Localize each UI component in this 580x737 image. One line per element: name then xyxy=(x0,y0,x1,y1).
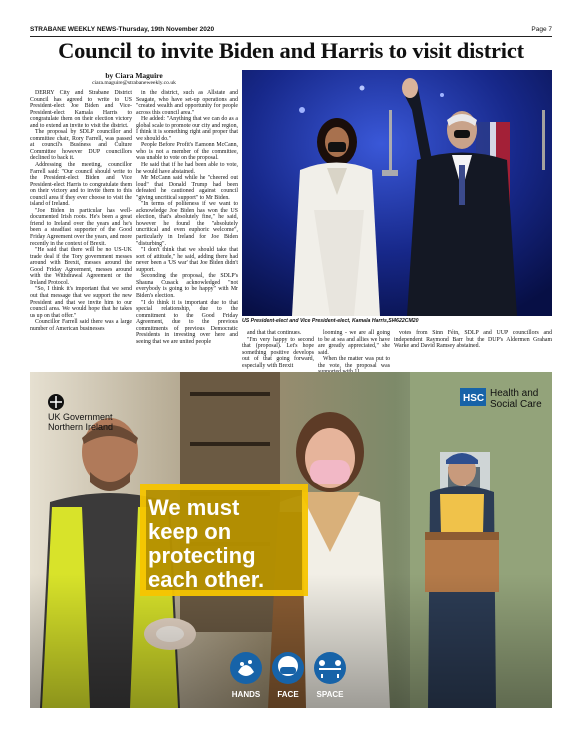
hands-face-space-advert[interactable] xyxy=(30,372,552,708)
svg-text:UK Government: UK Government xyxy=(48,412,113,422)
svg-text:HSC: HSC xyxy=(463,393,485,404)
byline: by Ciara Maguire xyxy=(105,71,163,80)
svg-text:each other.: each other. xyxy=(148,567,265,592)
article-column-4: looming - we are all going to be at sea and allies we have are greatly appreciated," she said. When the matter was put to the vote, the proposal was xyxy=(318,330,390,369)
hands-icon xyxy=(230,652,262,684)
svg-text:protecting: protecting xyxy=(148,543,256,568)
headline: Council to invite Biden and Harris to visit district xyxy=(58,38,524,63)
face-icon xyxy=(272,652,304,684)
author-email[interactable]: ciara.maguire@strabaneweekly.co.uk xyxy=(92,80,176,86)
biden-harris-photo xyxy=(242,70,552,316)
photo-illustration xyxy=(242,70,552,316)
svg-text:Health and: Health and xyxy=(490,388,539,399)
face-label: FACE xyxy=(277,690,299,699)
article-column-1: DERRY City and Strabane District Council has agreed to write to US President-elect Joe Biden and Vice-President-elect Kamala Harris to congratulate them on their election victory and to extend an invite to visit the district. The proposal by SDLP councillor and committee chair, Rory Farrell, was passed at council's Business and Culture Committee however DUP councillors declined to back it. Addressing the meeting, councillor Farrell said: "Our council should write to the President-elect Biden and Vice President-elect Harris to congratulate them on their victory and to invite them to this council area if they ever choose to visit the island of Ireland. "Joe Biden in particular has well-documented Irish roots. He's been a great friend to Ireland over the years and he's been a steadfast supporter of the Good Friday Agreement over the years, and more recently in the context of Brexit. "He said that there will be no US-UK trade deal if the Tory government messes around with Brexit, messes around the Good Friday Agreement, messes around with the Withdrawal Agreement or the Ireland Protocol. "So, I think it's important that we send out that message that we support the new President and that we invite him to our council area. We would hope that he takes us up on that offer." Councillor Farrell said there was a large number of American businesses xyxy=(30,90,132,332)
article-column-5: votes from Sinn Féin, SDLP and UUP councillors and independent Raymond Barr but the DUP's Aldermen Graham Warke and David Ramsey abstained. xyxy=(394,330,552,350)
hands-label: HANDS xyxy=(231,690,261,699)
article-column-2: in the district, such as Allstate and Seagate, who have set-up operations and "created wealth and opportunity for people across this council area." He added: "Anything that we can do as a global scale to promote our city and region, I think it is something right and proper that we should do." People Before Profit's Eamonn McCann, who is not a member of the committee, was unable to vote on the proposal. He said that if he had been able to vote, he would have abstained. Mr McCann said while he "cheered out loud" that Donald Trump had been defeated he cautioned against council "giving uncritical support" to Mr Biden. "In terms of politeness if we want to acknowledge Joe Biden has won the US election, that's absolutely fine," he said, however he found the "absolutely uncritical and even euphoric welcome", particularly in Ireland for Joe Biden "disturbing". "I don't think that we should take that sort of attitude," he said, adding there had never been a 'US war' that Joe Biden didn't support. Seconding the proposal, the SDLP's Shauna Cusack acknowledged "not everybody is going to be happy" with Mr Biden's election. "I do think it is important due to that special relationship, due to the commitment to the Good Friday Agreement, due to the previous commitments of previous Democratic Presidents in investing over here and seeing that we are united people xyxy=(136,90,238,345)
paper-date: STRABANE WEEKLY NEWS-Thursday, 19th November 2020 xyxy=(30,26,215,33)
article-column-3: and that that continues. "I'm very happy to second that (proposal). Let's hope something positive develops out of that going forward, especially with Brexit xyxy=(242,330,314,369)
svg-text:Social Care: Social Care xyxy=(490,399,542,410)
space-icon xyxy=(314,652,346,684)
page-number: Page 7 xyxy=(531,26,552,33)
photo-caption: US President-elect and Vice President-elect, Kamala Harris,SI4622CM20 xyxy=(242,318,419,324)
svg-text:keep on: keep on xyxy=(148,519,232,544)
space-label: SPACE xyxy=(316,690,344,699)
masthead xyxy=(30,26,552,36)
svg-text:We must: We must xyxy=(148,495,240,520)
svg-text:Northern Ireland: Northern Ireland xyxy=(48,422,114,432)
advert-illustration xyxy=(30,372,552,708)
